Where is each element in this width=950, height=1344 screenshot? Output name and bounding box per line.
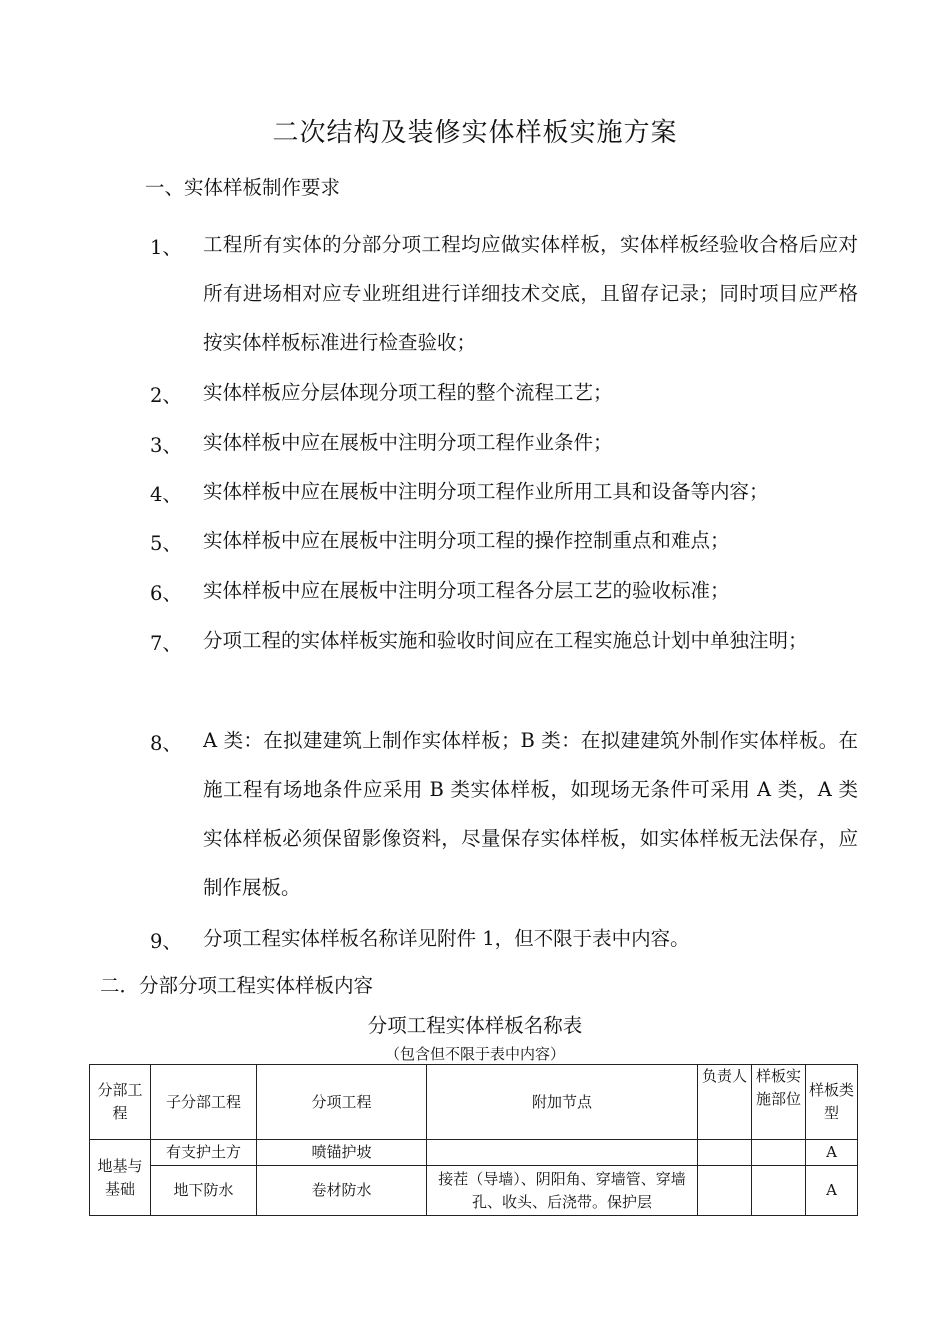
item-text: 分项工程实体样板名称详见附件 1，但不限于表中内容。 [203, 927, 690, 950]
header-cell: 样板类型 [806, 1065, 858, 1140]
table-subtitle: （包含但不限于表中内容） [384, 1045, 565, 1063]
table-cell [752, 1140, 806, 1166]
table-cell: 接茬（导墙）、阴阳角、穿墙管、穿墙孔、收头、后浇带。保护层 [427, 1166, 698, 1216]
header-cell: 分项工程 [257, 1065, 427, 1140]
item-text: 实体样板中应在展板中注明分项工程各分层工艺的验收标准； [203, 579, 730, 602]
item-number: 3、 [150, 434, 182, 457]
table-title: 分项工程实体样板名称表 [367, 1014, 583, 1037]
section-heading-2: 二．分部分项工程实体样板内容 [100, 974, 374, 997]
item-text: 工程所有实体的分部分项工程均应做实体样板，实体样板经验收合格后应对所有进场相对应专业班组进行详细技术交底，且留存记录；同时项目应严格按实体样板标准进行检查验收； [203, 233, 858, 354]
table-cell: 卷材防水 [257, 1166, 427, 1216]
item-number: 8、 [150, 732, 182, 755]
table-cell [698, 1140, 752, 1166]
table-cell [427, 1140, 698, 1166]
table-cell [752, 1166, 806, 1216]
header-cell: 样板实施部位 [752, 1065, 806, 1140]
item-text: 实体样板应分层体现分项工程的整个流程工艺； [203, 381, 613, 404]
table-row [90, 1140, 858, 1166]
header-cell: 分部工程 [90, 1065, 151, 1140]
header-cell: 附加节点 [427, 1065, 698, 1140]
item-number: 1、 [150, 236, 182, 259]
item-number: 5、 [150, 532, 182, 555]
table-row [90, 1166, 858, 1216]
header-cell: 负责人 [698, 1065, 752, 1140]
table-cell: A [806, 1166, 858, 1216]
document-title: 二次结构及装修实体样板实施方案 [272, 118, 678, 148]
item-number: 7、 [150, 632, 182, 655]
item-text: A 类：在拟建建筑上制作实体样板；B 类：在拟建建筑外制作实体样板。在施工程有场地条件应采用 B 类实体样板，如现场无条件可采用 A 类，A 类实体样板必须保留影像资料，尽量保存实体样板，如实体样板无法保存，应制作展板。 [203, 729, 858, 899]
item-number: 2、 [150, 384, 182, 407]
table-cell: 喷锚护坡 [257, 1140, 427, 1166]
item-text: 实体样板中应在展板中注明分项工程的操作控制重点和难点； [203, 529, 730, 552]
table-cell: A [806, 1140, 858, 1166]
item-number: 6、 [150, 582, 182, 605]
sample-name-table [89, 1064, 858, 1216]
item-number: 9、 [150, 930, 182, 953]
item-text: 实体样板中应在展板中注明分项工程作业所用工具和设备等内容； [203, 480, 769, 503]
item-number: 4、 [150, 483, 182, 506]
table-cell: 地下防水 [151, 1166, 257, 1216]
item-text: 实体样板中应在展板中注明分项工程作业条件； [203, 431, 613, 454]
item-text: 分项工程的实体样板实施和验收时间应在工程实施总计划中单独注明； [203, 629, 808, 652]
table-cell: 有支护土方 [151, 1140, 257, 1166]
section-heading-1: 一、实体样板制作要求 [145, 176, 341, 199]
group-cell: 地基与基础 [90, 1140, 151, 1216]
table-header-row [90, 1065, 858, 1140]
header-cell: 子分部工程 [151, 1065, 257, 1140]
table-cell [698, 1166, 752, 1216]
